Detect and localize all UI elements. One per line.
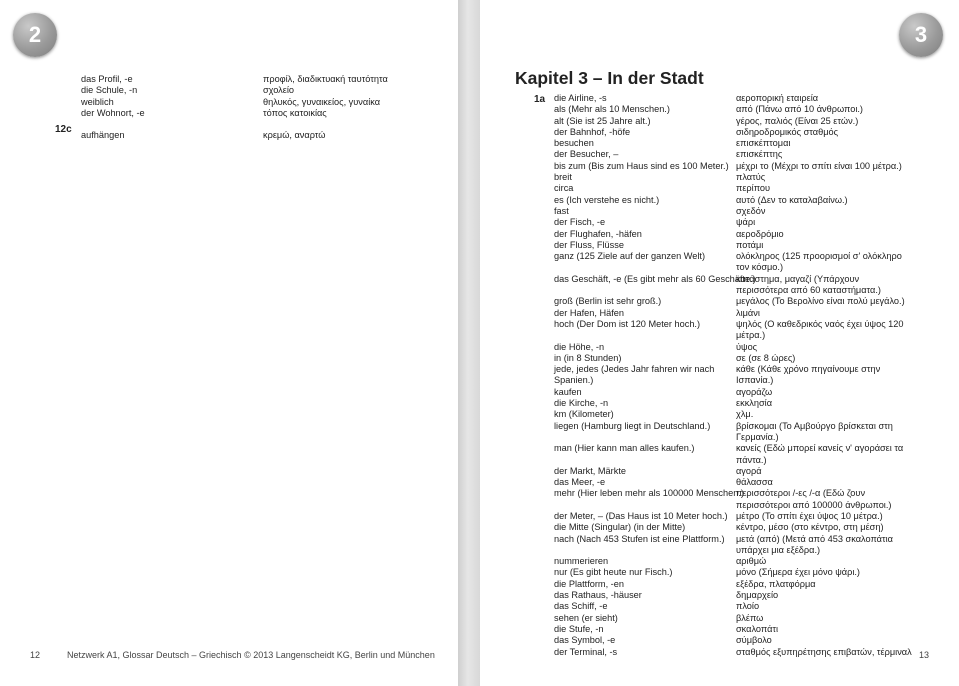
vocabulary-row xyxy=(554,127,914,138)
vocabulary-row xyxy=(554,206,914,217)
greek-translation: βρίσκομαι (Το Αμβούργο βρίσκεται στη xyxy=(736,420,893,431)
german-term: der Fisch, -e xyxy=(554,217,606,228)
greek-translation: αυτό (Δεν το καταλαβαίνω.) xyxy=(736,194,848,205)
german-term: die Airline, -s xyxy=(554,93,607,103)
vocabulary-row xyxy=(554,443,914,454)
greek-translation: σχολείο xyxy=(263,85,295,96)
chapter-badge-right: 3 xyxy=(899,13,943,57)
greek-translation: περίπου xyxy=(736,183,771,194)
vocabulary-row xyxy=(554,601,914,612)
vocabulary-row xyxy=(554,455,914,466)
vocabulary-row xyxy=(554,149,914,160)
greek-translation: σύμβολο xyxy=(736,635,772,646)
greek-translation: αεροδρόμιο xyxy=(736,228,784,239)
vocabulary-row xyxy=(554,330,914,341)
vocabulary-row xyxy=(81,97,451,108)
greek-translation: αεροπορική εταιρεία xyxy=(736,93,819,103)
greek-translation: περισσότεροι /-ες /-α (Εδώ ζουν xyxy=(736,488,866,499)
left-vocabulary-list xyxy=(81,74,451,142)
greek-translation: σιδηροδρομικός σταθμός xyxy=(736,126,839,137)
german-term: der Hafen, Häfen xyxy=(554,307,624,318)
greek-translation: ψηλός (Ο καθεδρικός ναός έχει ύψος 120 xyxy=(736,318,904,329)
vocabulary-row xyxy=(554,342,914,353)
greek-translation: μέχρι το (Μέχρι το σπίτι είναι 100 μέτρα.) xyxy=(736,160,902,171)
vocabulary-row xyxy=(554,522,914,533)
vocabulary-row xyxy=(554,398,914,409)
vocabulary-row xyxy=(81,108,451,119)
page-title: Kapitel 3 – In der Stadt xyxy=(515,68,704,88)
german-term: als (Mehr als 10 Menschen.) xyxy=(554,104,670,115)
vocabulary-row xyxy=(554,251,914,262)
vocabulary-row xyxy=(554,229,914,240)
vocabulary-row xyxy=(554,104,914,115)
greek-translation: τόπος κατοικίας xyxy=(263,107,327,118)
greek-translation: ύψος xyxy=(736,341,758,352)
german-term: das Meer, -e xyxy=(554,477,606,488)
german-term: jede, jedes (Jedes Jahr fahren wir nach xyxy=(554,364,715,375)
greek-translation: βλέπω xyxy=(736,612,764,623)
greek-translation: Ισπανία.) xyxy=(736,375,774,386)
greek-translation: μέτρο (Το σπίτι έχει ύψος 10 μέτρα.) xyxy=(736,510,883,521)
german-term: die Stufe, -n xyxy=(554,623,604,634)
vocabulary-row xyxy=(554,409,914,420)
german-term: der Besucher, – xyxy=(554,149,619,160)
vocabulary-row xyxy=(554,624,914,635)
greek-translation: προφίλ, διαδικτυακή ταυτότητα xyxy=(263,74,388,84)
german-term: der Markt, Märkte xyxy=(554,465,626,476)
vocabulary-row xyxy=(81,85,451,96)
vocabulary-row xyxy=(554,161,914,172)
greek-translation: περισσότερα από 60 καταστήματα.) xyxy=(736,285,881,296)
greek-translation: αγοράζω xyxy=(736,386,773,397)
vocabulary-row xyxy=(554,319,914,330)
vocabulary-row xyxy=(81,119,451,130)
german-term: die Kirche, -n xyxy=(554,398,609,409)
footer-copyright: Netzwerk A1, Glossar Deutsch – Griechisch © 2013 Langenscheidt KG, Berlin und München xyxy=(67,650,435,660)
greek-translation: ποτάμι xyxy=(736,239,764,250)
vocabulary-row xyxy=(554,285,914,296)
section-label-1a: 1a xyxy=(534,94,546,105)
greek-translation: πλατύς xyxy=(736,172,766,183)
german-term: mehr (Hier leben mehr als 100000 Menschen.) xyxy=(554,488,744,499)
vocabulary-row xyxy=(554,545,914,556)
german-term: der Wohnort, -e xyxy=(81,107,145,118)
german-term: nach (Nach 453 Stufen ist eine Plattform.) xyxy=(554,533,725,544)
greek-translation: μόνο (Σήμερα έχει μόνο ψάρι.) xyxy=(736,567,860,578)
footer-page-number-right: 13 xyxy=(919,650,930,660)
vocabulary-row xyxy=(554,647,914,658)
greek-translation: σε (σε 8 ώρες) xyxy=(736,352,796,363)
vocabulary-row xyxy=(554,635,914,646)
greek-translation: ψάρι xyxy=(736,217,756,228)
german-term: circa xyxy=(554,183,574,194)
greek-translation: υπάρχει μια εξέδρα.) xyxy=(736,544,821,555)
german-term: kaufen xyxy=(554,386,582,397)
vocabulary-row xyxy=(554,579,914,590)
german-term: der Flughafen, -häfen xyxy=(554,228,642,239)
german-term: groß (Berlin ist sehr groß.) xyxy=(554,296,662,307)
greek-translation: μεγάλος (Το Βερολίνο είναι πολύ μεγάλο.) xyxy=(736,296,905,307)
vocabulary-row xyxy=(554,387,914,398)
book-gutter xyxy=(458,0,480,686)
vocabulary-row xyxy=(554,217,914,228)
german-term: man (Hier kann man alles kaufen.) xyxy=(554,443,695,454)
greek-translation: εκκλησία xyxy=(736,398,773,409)
vocabulary-row xyxy=(81,74,451,85)
vocabulary-row xyxy=(554,477,914,488)
greek-translation: κάθε (Κάθε χρόνο πηγαίνουμε στην xyxy=(736,364,881,375)
vocabulary-row xyxy=(554,138,914,149)
vocabulary-row xyxy=(554,511,914,522)
vocabulary-row xyxy=(554,500,914,511)
right-vocabulary-list xyxy=(554,93,914,658)
german-term: aufhängen xyxy=(81,130,125,141)
vocabulary-row xyxy=(554,240,914,251)
german-term: in (in 8 Stunden) xyxy=(554,352,622,363)
greek-translation: γέρος, παλιός (Είναι 25 ετών.) xyxy=(736,115,859,126)
vocabulary-row xyxy=(554,590,914,601)
greek-translation: σχεδόν xyxy=(736,205,766,216)
vocabulary-row xyxy=(554,375,914,386)
german-term: das Symbol, -e xyxy=(554,635,616,646)
german-term: das Rathaus, -häuser xyxy=(554,590,642,601)
german-term: hoch (Der Dom ist 120 Meter hoch.) xyxy=(554,318,701,329)
greek-translation: πάντα.) xyxy=(736,454,767,465)
vocabulary-row xyxy=(554,364,914,375)
german-term: der Meter, – (Das Haus ist 10 Meter hoch.) xyxy=(554,510,728,521)
vocabulary-row xyxy=(554,172,914,183)
german-term: das Profil, -e xyxy=(81,74,133,84)
vocabulary-row xyxy=(554,262,914,273)
vocabulary-row xyxy=(554,195,914,206)
greek-translation: αγορά xyxy=(736,465,762,476)
vocabulary-row xyxy=(554,296,914,307)
vocabulary-row xyxy=(81,130,451,141)
greek-translation: από (Πάνω από 10 άνθρωποι.) xyxy=(736,104,863,115)
greek-translation: αριθμώ xyxy=(736,556,767,567)
vocabulary-row xyxy=(554,466,914,477)
greek-translation: μέτρα.) xyxy=(736,330,766,341)
german-term: die Plattform, -en xyxy=(554,578,624,589)
german-term: alt (Sie ist 25 Jahre alt.) xyxy=(554,115,651,126)
greek-translation: εξέδρα, πλατφόρμα xyxy=(736,578,816,589)
german-term: die Höhe, -n xyxy=(554,341,605,352)
german-term: das Geschäft, -e (Es gibt mehr als 60 Geschäfte.) xyxy=(554,273,756,284)
greek-translation: μετά (από) (Μετά από 453 σκαλοπάτια xyxy=(736,533,893,544)
german-term: der Terminal, -s xyxy=(554,646,618,657)
german-term: der Bahnhof, -höfe xyxy=(554,126,631,137)
vocabulary-row xyxy=(554,308,914,319)
vocabulary-row xyxy=(554,183,914,194)
greek-translation: θηλυκός, γυναικείος, γυναίκα xyxy=(263,96,381,107)
german-term: es (Ich verstehe es nicht.) xyxy=(554,194,660,205)
vocabulary-row xyxy=(554,556,914,567)
greek-translation: λιμάνι xyxy=(736,307,760,318)
vocabulary-row xyxy=(554,613,914,624)
section-label-12c: 12c xyxy=(55,124,72,135)
greek-translation: κανείς (Εδώ μπορεί κανείς ν' αγοράσει τα xyxy=(736,443,904,454)
german-term: nummerieren xyxy=(554,556,609,567)
chapter-badge-left: 2 xyxy=(13,13,57,57)
greek-translation: κατάστημα, μαγαζί (Υπάρχουν xyxy=(736,273,860,284)
german-term: besuchen xyxy=(554,138,594,149)
german-term: weiblich xyxy=(81,96,114,107)
footer-page-number-left: 12 xyxy=(30,650,41,660)
greek-translation: δημαρχείο xyxy=(736,590,779,601)
german-term: breit xyxy=(554,172,572,183)
german-term: bis zum (Bis zum Haus sind es 100 Meter.) xyxy=(554,160,729,171)
vocabulary-row xyxy=(554,421,914,432)
german-term: die Schule, -n xyxy=(81,85,138,96)
german-term: Spanien.) xyxy=(554,375,594,386)
greek-translation: επισκέπτης xyxy=(736,149,783,160)
vocabulary-row xyxy=(554,567,914,578)
german-term: liegen (Hamburg liegt in Deutschland.) xyxy=(554,420,711,431)
vocabulary-row xyxy=(554,274,914,285)
greek-translation: πλοίο xyxy=(736,601,760,612)
greek-translation: χλμ. xyxy=(736,409,754,420)
greek-translation: επισκέπτομαι xyxy=(736,138,791,149)
vocabulary-row xyxy=(554,353,914,364)
greek-translation: σταθμός εξυπηρέτησης επιβατών, τέρμιναλ xyxy=(736,646,912,657)
greek-translation: κέντρο, μέσο (στο κέντρο, στη μέση) xyxy=(736,522,884,533)
greek-translation: τον κόσμο.) xyxy=(736,262,784,273)
greek-translation: θάλασσα xyxy=(736,477,773,488)
german-term: der Fluss, Flüsse xyxy=(554,239,624,250)
vocabulary-row xyxy=(554,116,914,127)
german-term: die Mitte (Singular) (in der Mitte) xyxy=(554,522,686,533)
greek-translation: ολόκληρος (125 προορισμοί σ' ολόκληρο xyxy=(736,251,902,262)
german-term: ganz (125 Ziele auf der ganzen Welt) xyxy=(554,251,706,262)
greek-translation: σκαλοπάτι xyxy=(736,623,779,634)
greek-translation: Γερμανία.) xyxy=(736,431,779,442)
german-term: km (Kilometer) xyxy=(554,409,614,420)
german-term: fast xyxy=(554,205,569,216)
german-term: sehen (er sieht) xyxy=(554,612,618,623)
greek-translation: κρεμώ, αναρτώ xyxy=(263,130,326,141)
german-term: das Schiff, -e xyxy=(554,601,608,612)
greek-translation: περισσότεροι από 100000 άνθρωποι.) xyxy=(736,499,892,510)
vocabulary-row xyxy=(554,432,914,443)
vocabulary-row xyxy=(554,93,914,104)
vocabulary-row xyxy=(554,488,914,499)
german-term: nur (Es gibt heute nur Fisch.) xyxy=(554,567,673,578)
vocabulary-row xyxy=(554,534,914,545)
